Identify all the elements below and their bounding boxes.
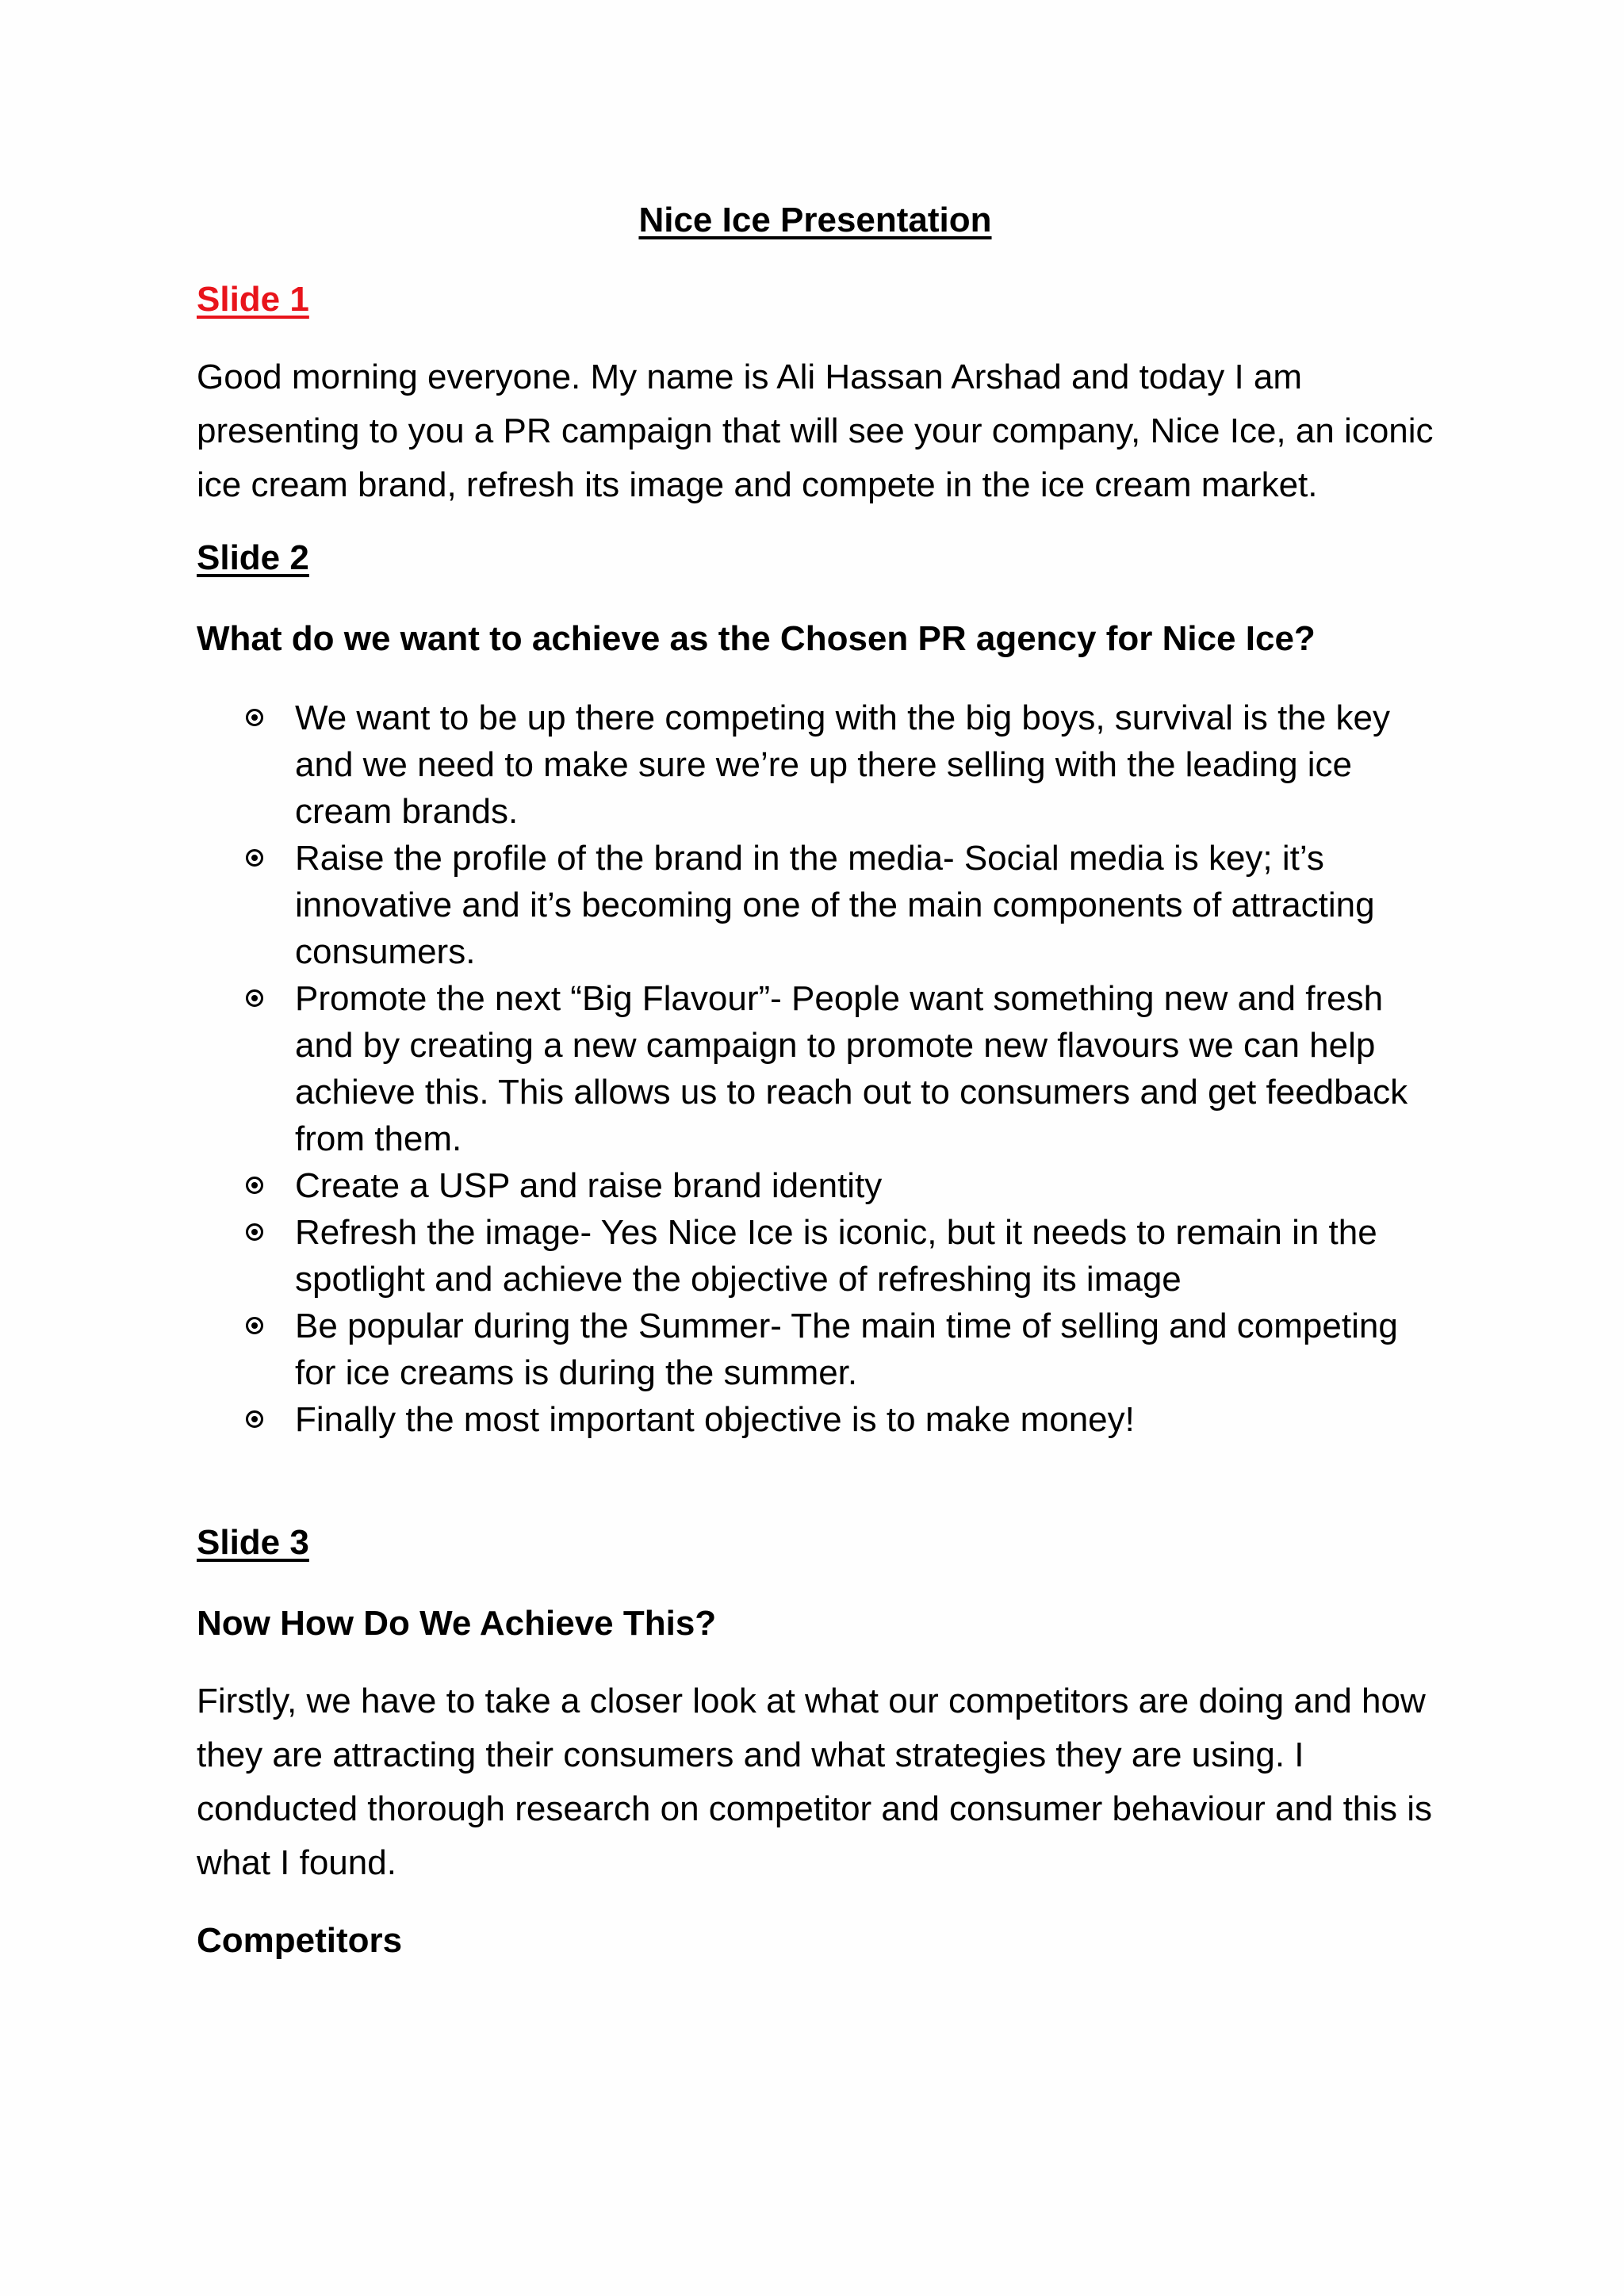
slide-2-heading: Slide 2	[197, 538, 309, 577]
list-item-text: Refresh the image- Yes Nice Ice is iconic, but it needs to remain in the spotlight and achieve the objective of refreshing its image	[295, 1213, 1377, 1299]
slide-3-question: Now How Do We Achieve This?	[197, 1604, 717, 1643]
list-item-text: Raise the profile of the brand in the media- Social media is key; it’s innovative and it’s becoming one of the main components of attracting consumers.	[295, 839, 1375, 971]
list-item	[197, 695, 1434, 835]
slide-2-question: What do we want to achieve as the Chosen PR agency for Nice Ice?	[197, 619, 1316, 658]
radio-bullet-icon	[246, 1177, 263, 1194]
list-item	[197, 1396, 1434, 1443]
objectives-list	[197, 695, 1434, 1443]
list-item	[197, 835, 1434, 975]
competitors-heading: Competitors	[197, 1921, 403, 1960]
document-body	[197, 197, 1434, 1965]
list-item	[197, 975, 1434, 1162]
list-item-text: Finally the most important objective is to make money!	[295, 1400, 1135, 1439]
list-item	[197, 1162, 1434, 1209]
list-item-text: Be popular during the Summer- The main time of selling and competing for ice creams is during the summer.	[295, 1307, 1398, 1392]
radio-bullet-icon	[246, 1317, 263, 1334]
radio-bullet-icon	[246, 989, 263, 1007]
document-title: Nice Ice Presentation	[638, 201, 992, 239]
radio-bullet-icon	[246, 849, 263, 867]
list-item-text: We want to be up there competing with the big boys, survival is the key and we need to make sure we’re up there selling with the leading ice cream brands.	[295, 698, 1391, 831]
slide-1-heading: Slide 1	[197, 280, 309, 319]
list-item-text: Create a USP and raise brand identity	[295, 1166, 883, 1205]
slide-3-heading: Slide 3	[197, 1523, 309, 1562]
radio-bullet-icon	[246, 1410, 263, 1428]
list-item	[197, 1303, 1434, 1396]
radio-bullet-icon	[246, 709, 263, 726]
list-item	[197, 1209, 1434, 1303]
slide-3-paragraph: Firstly, we have to take a closer look at what our competitors are doing and how they are attracting their consumers and what strategies they are using. I conducted thorough research on competitor and consumer behaviour and this is what I found.	[197, 1682, 1433, 1882]
radio-bullet-icon	[246, 1223, 263, 1241]
slide-1-paragraph: Good morning everyone. My name is Ali Hassan Arshad and today I am presenting to you a PR campaign that will see your company, Nice Ice, an iconic ice cream brand, refresh its image and compete in the ice cream market.	[197, 358, 1434, 504]
list-item-text: Promote the next “Big Flavour”- People want something new and fresh and by creating a new campaign to promote new flavours we can help achieve this. This allows us to reach out to consumers and get feedback from them.	[295, 979, 1408, 1158]
